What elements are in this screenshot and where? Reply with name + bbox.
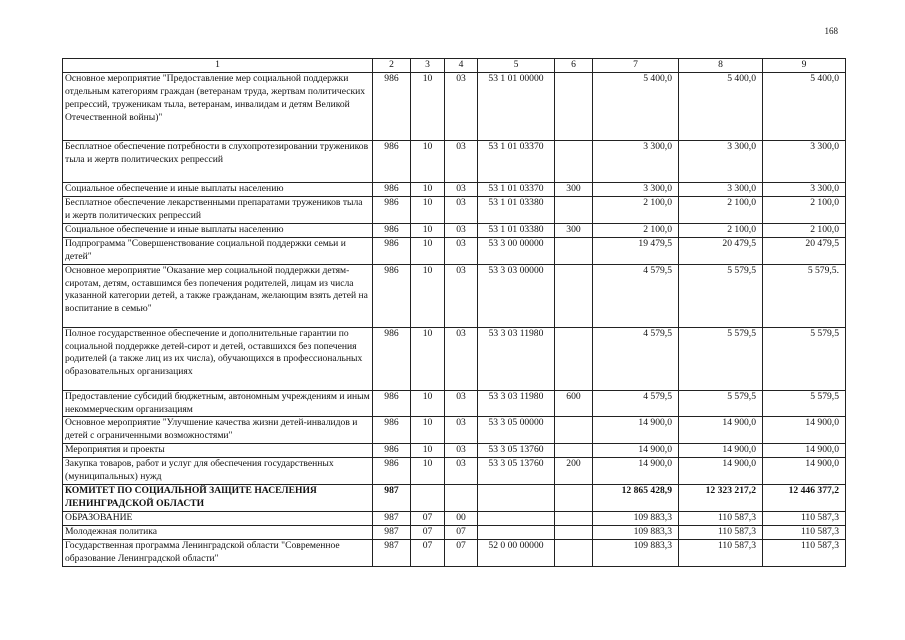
code-cell: 986 <box>373 390 411 417</box>
amount-cell: 5 400,0 <box>593 72 679 140</box>
amount-cell: 110 587,3 <box>763 539 846 566</box>
code-cell: 03 <box>445 390 478 417</box>
amount-cell: 5 579,5 <box>763 390 846 417</box>
amount-cell: 2 100,0 <box>679 223 763 237</box>
code-cell: 52 0 00 00000 <box>478 539 555 566</box>
code-cell <box>555 539 593 566</box>
code-cell: 986 <box>373 223 411 237</box>
amount-cell: 110 587,3 <box>763 525 846 539</box>
amount-cell: 5 579,5. <box>763 264 846 327</box>
table-row <box>63 525 846 539</box>
table-row <box>63 458 846 485</box>
amount-cell: 3 300,0 <box>763 182 846 196</box>
amount-cell: 109 883,3 <box>593 525 679 539</box>
code-cell: 10 <box>411 140 445 182</box>
code-cell: 10 <box>411 390 445 417</box>
amount-cell: 2 100,0 <box>763 196 846 223</box>
code-cell: 986 <box>373 417 411 444</box>
table-row <box>63 196 846 223</box>
amount-cell: 5 400,0 <box>763 72 846 140</box>
code-cell: 986 <box>373 444 411 458</box>
table-row <box>63 182 846 196</box>
amount-cell: 5 579,5 <box>679 390 763 417</box>
row-name-cell: Бесплатное обеспечение потребности в слухопротезировании тружеников тыла и жертв политических репрессий <box>63 140 373 182</box>
code-cell <box>555 327 593 390</box>
code-cell <box>411 485 445 512</box>
code-cell: 10 <box>411 237 445 264</box>
code-cell: 53 1 01 03380 <box>478 196 555 223</box>
code-cell: 53 1 01 03370 <box>478 182 555 196</box>
code-cell: 53 3 03 00000 <box>478 264 555 327</box>
code-cell <box>555 512 593 526</box>
code-cell: 986 <box>373 237 411 264</box>
code-cell: 10 <box>411 223 445 237</box>
amount-cell: 20 479,5 <box>763 237 846 264</box>
budget-table <box>62 58 846 567</box>
amount-cell: 5 400,0 <box>679 72 763 140</box>
amount-cell: 3 300,0 <box>593 140 679 182</box>
code-cell <box>555 140 593 182</box>
code-cell: 03 <box>445 223 478 237</box>
table-row <box>63 72 846 140</box>
column-header: 4 <box>445 59 478 73</box>
code-cell: 600 <box>555 390 593 417</box>
amount-cell: 14 900,0 <box>679 444 763 458</box>
code-cell: 10 <box>411 264 445 327</box>
row-name-cell: Закупка товаров, работ и услуг для обеспечения государственных (муниципальных) нужд <box>63 458 373 485</box>
column-header: 3 <box>411 59 445 73</box>
code-cell: 03 <box>445 327 478 390</box>
amount-cell: 20 479,5 <box>679 237 763 264</box>
table-row <box>63 223 846 237</box>
code-cell: 03 <box>445 196 478 223</box>
code-cell: 07 <box>445 525 478 539</box>
row-name-cell: Основное мероприятие "Оказание мер социальной поддержки детям-сиротам, детям, оставшимся без попечения родителей, лицам из числа указанной категории детей, а также гражданам, желающим взять детей на воспитание в семью" <box>63 264 373 327</box>
row-name-cell: Социальное обеспечение и иные выплаты населению <box>63 182 373 196</box>
code-cell <box>478 525 555 539</box>
code-cell: 03 <box>445 72 478 140</box>
table-row <box>63 327 846 390</box>
amount-cell: 5 579,5 <box>679 264 763 327</box>
code-cell <box>555 525 593 539</box>
code-cell: 10 <box>411 196 445 223</box>
row-name-cell: Подпрограмма "Совершенствование социальной поддержки семьи и детей" <box>63 237 373 264</box>
amount-cell: 14 900,0 <box>763 458 846 485</box>
code-cell <box>478 485 555 512</box>
code-cell: 53 1 01 00000 <box>478 72 555 140</box>
row-name-cell: Полное государственное обеспечение и дополнительные гарантии по социальной поддержке детей-сирот и детей, оставшихся без попечения родителей (а также лиц из их числа), обучающихся в профессиональных образовательных организациях <box>63 327 373 390</box>
code-cell: 53 3 05 00000 <box>478 417 555 444</box>
amount-cell: 14 900,0 <box>593 458 679 485</box>
code-cell: 986 <box>373 458 411 485</box>
amount-cell: 110 587,3 <box>679 525 763 539</box>
code-cell <box>478 512 555 526</box>
amount-cell: 4 579,5 <box>593 327 679 390</box>
code-cell: 986 <box>373 327 411 390</box>
amount-cell: 2 100,0 <box>593 223 679 237</box>
table-row <box>63 140 846 182</box>
column-header: 6 <box>555 59 593 73</box>
amount-cell: 110 587,3 <box>763 512 846 526</box>
table-row <box>63 264 846 327</box>
column-header: 1 <box>63 59 373 73</box>
row-name-cell: Мероприятия и проекты <box>63 444 373 458</box>
column-header: 7 <box>593 59 679 73</box>
table-row <box>63 512 846 526</box>
code-cell <box>555 237 593 264</box>
amount-cell: 2 100,0 <box>593 196 679 223</box>
code-cell: 53 1 01 03380 <box>478 223 555 237</box>
amount-cell: 5 579,5 <box>763 327 846 390</box>
table-row <box>63 417 846 444</box>
row-name-cell: ОБРАЗОВАНИЕ <box>63 512 373 526</box>
code-cell: 10 <box>411 182 445 196</box>
table-row <box>63 237 846 264</box>
row-name-cell: Государственная программа Ленинградской области "Современное образование Ленинградской области" <box>63 539 373 566</box>
amount-cell: 4 579,5 <box>593 390 679 417</box>
code-cell <box>555 417 593 444</box>
row-name-cell: Молодежная политика <box>63 525 373 539</box>
code-cell: 07 <box>411 512 445 526</box>
code-cell: 300 <box>555 182 593 196</box>
amount-cell: 110 587,3 <box>679 539 763 566</box>
amount-cell: 12 865 428,9 <box>593 485 679 512</box>
code-cell: 07 <box>411 539 445 566</box>
code-cell: 986 <box>373 196 411 223</box>
code-cell: 986 <box>373 72 411 140</box>
code-cell: 53 3 03 11980 <box>478 390 555 417</box>
code-cell: 10 <box>411 327 445 390</box>
code-cell: 986 <box>373 140 411 182</box>
code-cell <box>555 72 593 140</box>
code-cell: 10 <box>411 458 445 485</box>
amount-cell: 19 479,5 <box>593 237 679 264</box>
table-row <box>63 539 846 566</box>
column-header: 5 <box>478 59 555 73</box>
code-cell <box>555 264 593 327</box>
amount-cell: 14 900,0 <box>679 417 763 444</box>
row-name-cell: Бесплатное обеспечение лекарственными препаратами тружеников тыла и жертв политических репрессий <box>63 196 373 223</box>
amount-cell: 5 579,5 <box>679 327 763 390</box>
page-number: 168 <box>824 26 838 36</box>
row-name-cell: Основное мероприятие "Улучшение качества жизни детей-инвалидов и детей с ограниченными возможностями" <box>63 417 373 444</box>
amount-cell: 3 300,0 <box>679 140 763 182</box>
amount-cell: 14 900,0 <box>593 444 679 458</box>
code-cell: 03 <box>445 458 478 485</box>
row-name-cell: Предоставление субсидий бюджетным, автономным учреждениям и иным некоммерческим организациям <box>63 390 373 417</box>
code-cell: 53 3 00 00000 <box>478 237 555 264</box>
code-cell: 03 <box>445 417 478 444</box>
code-cell: 987 <box>373 485 411 512</box>
amount-cell: 12 323 217,2 <box>679 485 763 512</box>
amount-cell: 14 900,0 <box>763 417 846 444</box>
code-cell <box>445 485 478 512</box>
code-cell: 53 3 03 11980 <box>478 327 555 390</box>
code-cell: 00 <box>445 512 478 526</box>
code-cell: 53 3 05 13760 <box>478 458 555 485</box>
code-cell: 987 <box>373 512 411 526</box>
amount-cell: 109 883,3 <box>593 512 679 526</box>
code-cell: 10 <box>411 444 445 458</box>
code-cell: 987 <box>373 525 411 539</box>
column-header: 2 <box>373 59 411 73</box>
table-row <box>63 390 846 417</box>
amount-cell: 109 883,3 <box>593 539 679 566</box>
table-row <box>63 444 846 458</box>
code-cell <box>555 444 593 458</box>
amount-cell: 12 446 377,2 <box>763 485 846 512</box>
code-cell: 53 3 05 13760 <box>478 444 555 458</box>
code-cell: 03 <box>445 444 478 458</box>
code-cell <box>555 196 593 223</box>
code-cell: 10 <box>411 417 445 444</box>
amount-cell: 14 900,0 <box>593 417 679 444</box>
column-header: 8 <box>679 59 763 73</box>
code-cell: 53 1 01 03370 <box>478 140 555 182</box>
code-cell <box>555 485 593 512</box>
column-header: 9 <box>763 59 846 73</box>
code-cell: 986 <box>373 182 411 196</box>
amount-cell: 14 900,0 <box>679 458 763 485</box>
code-cell: 986 <box>373 264 411 327</box>
amount-cell: 4 579,5 <box>593 264 679 327</box>
amount-cell: 14 900,0 <box>763 444 846 458</box>
code-cell: 03 <box>445 140 478 182</box>
amount-cell: 3 300,0 <box>593 182 679 196</box>
amount-cell: 110 587,3 <box>679 512 763 526</box>
code-cell: 03 <box>445 237 478 264</box>
amount-cell: 2 100,0 <box>679 196 763 223</box>
row-name-cell: Социальное обеспечение и иные выплаты населению <box>63 223 373 237</box>
amount-cell: 3 300,0 <box>679 182 763 196</box>
code-cell: 987 <box>373 539 411 566</box>
row-name-cell: КОМИТЕТ ПО СОЦИАЛЬНОЙ ЗАЩИТЕ НАСЕЛЕНИЯ ЛЕНИНГРАДСКОЙ ОБЛАСТИ <box>63 485 373 512</box>
code-cell: 300 <box>555 223 593 237</box>
amount-cell: 3 300,0 <box>763 140 846 182</box>
table-row <box>63 485 846 512</box>
row-name-cell: Основное мероприятие "Предоставление мер социальной поддержки отдельным категориям граждан (ветеранам труда, жертвам политических репрессий, труженикам тыла, ветеранам, инвалидам и детям Великой Отечественной войны)" <box>63 72 373 140</box>
code-cell: 07 <box>411 525 445 539</box>
code-cell: 07 <box>445 539 478 566</box>
code-cell: 10 <box>411 72 445 140</box>
code-cell: 03 <box>445 264 478 327</box>
column-number-row <box>63 59 846 73</box>
code-cell: 03 <box>445 182 478 196</box>
amount-cell: 2 100,0 <box>763 223 846 237</box>
code-cell: 200 <box>555 458 593 485</box>
